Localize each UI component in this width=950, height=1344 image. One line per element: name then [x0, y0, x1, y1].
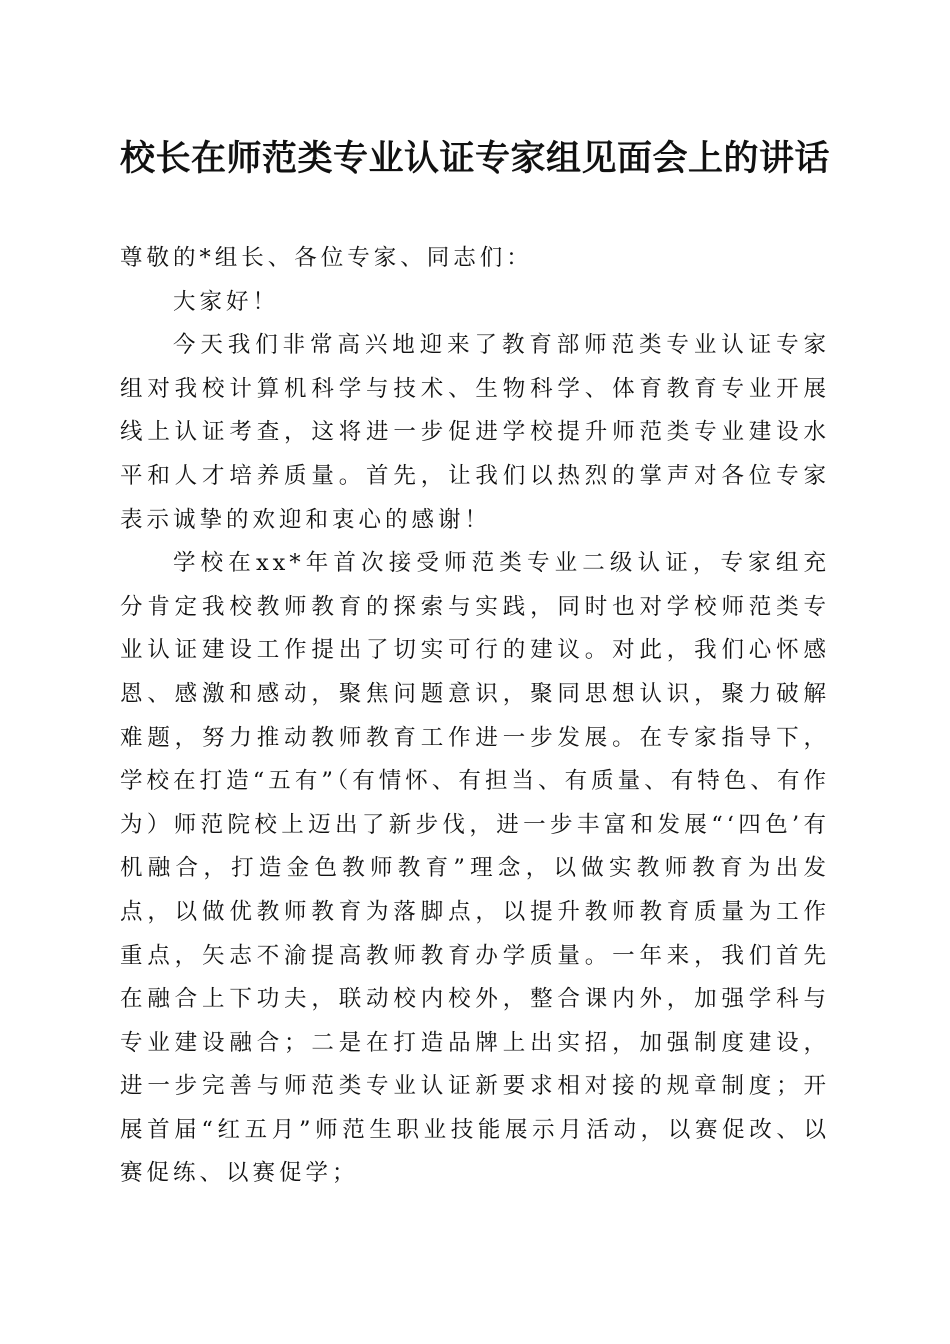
paragraph-greeting: 大家好！ [173, 288, 280, 315]
paragraph-review: 学校在xx*年首次接受师范类专业二级认证，专家组充分肯定我校教师教育的探索与实践，同时也对学校师范类专业认证建设工作提出了切实可行的建议。对此，我们心怀感恩、感激和感动，聚焦问题意识，聚同思想认识，聚力破解难题，努力推动教师教育工作进一步发展。在专家指导下，学校在打造“五有”（有情怀、有担当、有质量、有特色、有作为）师范院校上迈出了新步伐，进一步丰富和发展“‘四色’有机融合，打造金色教师教育”理念，以做实教师教育为出发点，以做优教师教育为落脚点，以提升教师教育质量为工作重点，矢志不渝提高教师教育办学质量。一年来，我们首先在融合上下功夫，联动校内校外，整合课内外，加强学科与专业建设融合；二是在打造品牌上出实招，加强制度建设，进一步完善与师范类专业认证新要求相对接的规章制度；开展首届“红五月”师范生职业技能展示月活动，以赛促改、以赛促练、以赛促学； [120, 550, 830, 1187]
document-title: 校长在师范类专业认证专家组见面会上的讲话 [119, 138, 830, 179]
document-body [120, 237, 830, 1196]
paragraph-welcome: 今天我们非常高兴地迎来了教育部师范类专业认证专家组对我校计算机科学与技术、生物科学、体育教育专业开展线上认证考查，这将进一步促进学校提升师范类专业建设水平和人才培养质量。首先，让我们以热烈的掌声对各位专家表示诚挚的欢迎和衷心的感谢！ [120, 332, 830, 533]
salutation: 尊敬的*组长、各位专家、同志们： [120, 245, 533, 271]
